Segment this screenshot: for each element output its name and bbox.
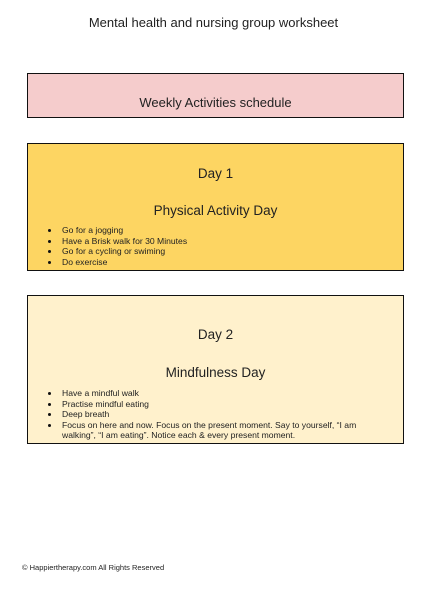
day-2-activity-list xyxy=(62,388,383,441)
day-1-theme: Physical Activity Day xyxy=(153,203,278,218)
list-item: Go for a jogging xyxy=(62,225,383,236)
day-1-activity-list xyxy=(62,225,383,267)
list-item: Focus on here and now. Focus on the present moment. Say to yourself, “I am walking”, “I am eating”. Notice each & every present moment. xyxy=(62,420,383,441)
day-2-theme: Mindfulness Day xyxy=(165,365,266,380)
copyright-footer: © Happiertherapy.com All Rights Reserved xyxy=(22,563,165,572)
day-1-card xyxy=(27,143,404,271)
list-item: Do exercise xyxy=(62,257,383,268)
day-2-card xyxy=(27,295,404,444)
list-item: Have a Brisk walk for 30 Minutes xyxy=(62,236,383,247)
worksheet-title: Mental health and nursing group worksheet xyxy=(88,15,339,30)
list-item: Go for a cycling or swiming xyxy=(62,246,383,257)
schedule-title: Weekly Activities schedule xyxy=(139,95,292,110)
schedule-header-box xyxy=(27,73,404,118)
list-item: Have a mindful walk xyxy=(62,388,383,399)
day-1-label: Day 1 xyxy=(197,166,234,181)
day-2-label: Day 2 xyxy=(197,327,234,342)
list-item: Deep breath xyxy=(62,409,383,420)
list-item: Practise mindful eating xyxy=(62,399,383,410)
